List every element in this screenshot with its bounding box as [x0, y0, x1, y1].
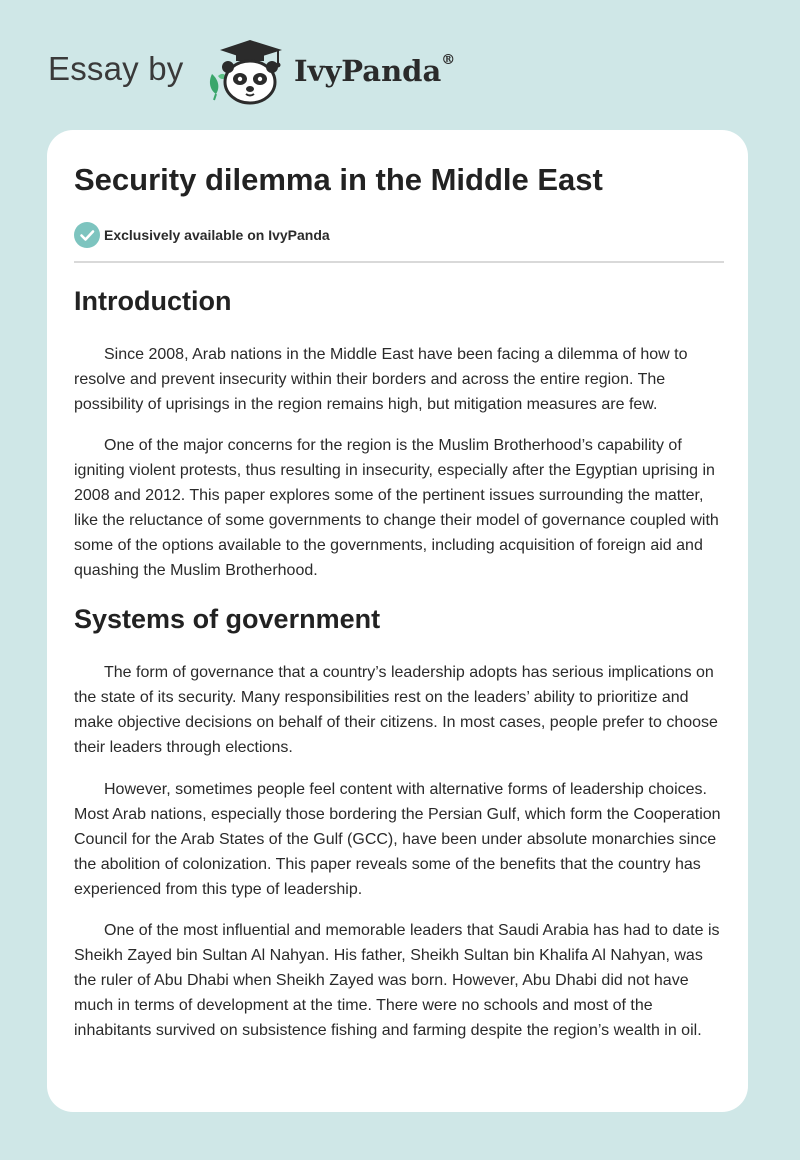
paragraph: One of the major concerns for the region is the Muslim Brotherhood’s capability of igniting violent protests, thus resulting in insecurity, especially after the Egyptian uprising in 2008 and 2012. This paper explores some of the pertinent issues surrounding the matter, like the reluctance of some governments to change their model of governance coupled with some of the options available to the governments, including acquisition of foreign aid and quashing the Muslim Brotherhood.: [74, 437, 719, 579]
section-heading-introduction: Introduction: [74, 286, 232, 316]
paragraph: Since 2008, Arab nations in the Middle East have been facing a dilemma of how to resolve and prevent insecurity within their borders and across the entire region. The possibility of uprisings in the region remains high, but mitigation measures are few.: [74, 346, 688, 413]
paragraph: One of the most influential and memorable leaders that Saudi Arabia has had to date is Sheikh Zayed bin Sultan Al Nahyan. His father, Sheikh Sultan bin Khalifa Al Nahyan, was the ruler of Abu Dhabi when Sheikh Zayed was born. However, Abu Dhabi did not have much in terms of development at the time. There were no schools and most of the inhabitants survived on subsistence fishing and farming despite the region’s wealth in oil.: [74, 922, 720, 1039]
check-circle-icon: [74, 222, 100, 248]
section-heading-systems-of-government: Systems of government: [74, 604, 381, 634]
brand-name[interactable]: [294, 54, 455, 88]
exclusive-badge-text: Exclusively available on IvyPanda: [104, 227, 330, 243]
panda-graduate-icon[interactable]: [202, 36, 292, 106]
page-title: Security dilemma in the Middle East: [74, 162, 603, 197]
paragraph: However, sometimes people feel content with alternative forms of leadership choices. Most Arab nations, especially those bordering the Persian Gulf, which form the Cooperation Council for the Arab States of the Gulf (GCC), have been under absolute monarchies since the abolition of colonization. This paper reveals some of the benefits that the country has experienced from this type of leadership.: [74, 781, 721, 898]
brand-prefix: Essay by: [48, 50, 184, 87]
title-divider: [74, 261, 724, 263]
paragraph: The form of governance that a country’s leadership adopts has serious implications on the state of its security. Many responsibilities rest on the leaders’ ability to prioritize and make objective decisions on behalf of their citizens. In most cases, people prefer to choose their leaders through elections.: [74, 664, 718, 756]
brand-name-text: IvyPanda: [294, 54, 442, 88]
brand-header: [48, 36, 468, 106]
registered-mark: ®: [441, 52, 456, 68]
essay-card: [47, 130, 748, 1112]
